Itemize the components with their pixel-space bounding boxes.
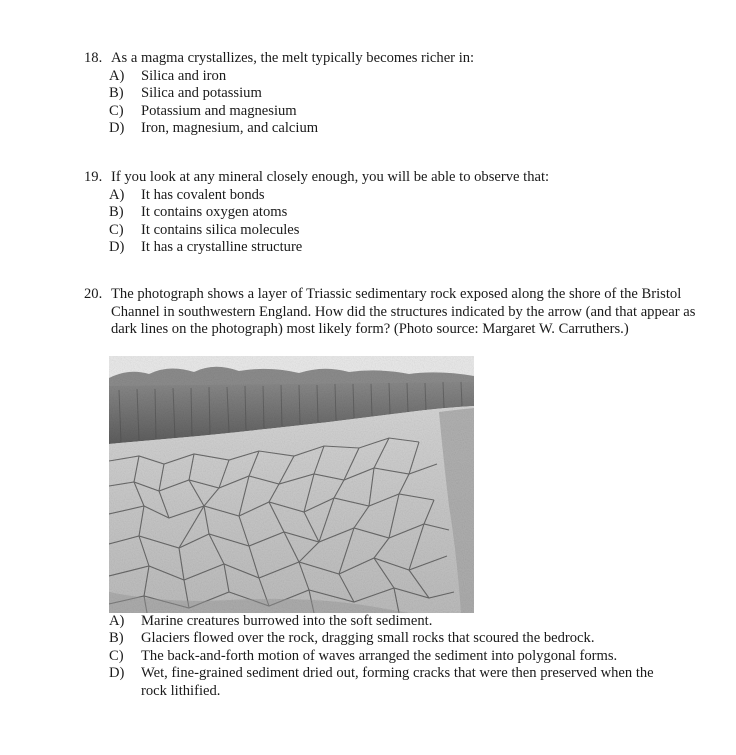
- option-text: It contains oxygen atoms: [141, 204, 288, 220]
- option-letter: D): [109, 239, 125, 255]
- question-text: The photograph shows a layer of Triassic sedimentary rock exposed along the shore of the Bristol Channel in southwestern England. How did the structures indicated by the arrow (and that appear as dark lines on the photograph) most likely form? (Photo source: Margaret W. Carruthers.): [111, 286, 696, 337]
- option-letter: A): [109, 612, 125, 629]
- answer-option-a[interactable]: [109, 68, 712, 86]
- option-letter: D): [109, 120, 125, 136]
- option-letter: A): [109, 186, 125, 203]
- answer-option-c[interactable]: [109, 103, 712, 121]
- option-letter: B): [109, 204, 124, 220]
- question-text: If you look at any mineral closely enough, you will be able to observe that:: [111, 169, 550, 185]
- answer-options: [109, 68, 712, 138]
- answer-options: [109, 187, 712, 257]
- option-text: The back-and-forth motion of waves arranged the sediment into polygonal forms.: [141, 647, 618, 664]
- answer-option-c[interactable]: [109, 648, 712, 666]
- option-text: It has covalent bonds: [141, 186, 265, 203]
- option-letter: C): [109, 102, 124, 119]
- option-letter: A): [109, 67, 125, 84]
- answer-option-a[interactable]: [109, 187, 712, 205]
- option-letter: C): [109, 221, 124, 238]
- option-text: Potassium and magnesium: [141, 102, 297, 119]
- answer-option-b[interactable]: [109, 85, 712, 103]
- question-18: [84, 50, 712, 138]
- option-text: It has a crystalline structure: [141, 239, 303, 255]
- question-19: [84, 169, 712, 257]
- question-20: [84, 286, 712, 700]
- option-text: Silica and iron: [141, 67, 227, 84]
- answer-option-d[interactable]: [109, 665, 712, 700]
- answer-option-a[interactable]: [109, 613, 712, 631]
- answer-options: [109, 613, 712, 701]
- option-letter: B): [109, 85, 124, 101]
- option-letter: C): [109, 647, 124, 664]
- option-text: Iron, magnesium, and calcium: [141, 120, 319, 136]
- answer-option-d[interactable]: [109, 239, 712, 257]
- option-text: Marine creatures burrowed into the soft sediment.: [141, 612, 433, 629]
- answer-option-c[interactable]: [109, 222, 712, 240]
- answer-option-b[interactable]: [109, 630, 712, 648]
- question-number: 19.: [84, 169, 103, 185]
- option-text: Wet, fine-grained sediment dried out, forming cracks that were then preserved when the rock lithified.: [141, 665, 654, 699]
- answer-option-b[interactable]: [109, 204, 712, 222]
- shoreline-mudcrack-photo: [109, 356, 474, 613]
- option-letter: D): [109, 665, 125, 681]
- answer-option-d[interactable]: [109, 120, 712, 138]
- photo-graphic: [109, 356, 474, 613]
- question-number: 20.: [84, 286, 103, 302]
- option-letter: B): [109, 630, 124, 646]
- option-text: Glaciers flowed over the rock, dragging small rocks that scoured the bedrock.: [141, 630, 595, 646]
- question-number: 18.: [84, 50, 103, 66]
- question-text: As a magma crystallizes, the melt typically becomes richer in:: [111, 50, 475, 66]
- option-text: It contains silica molecules: [141, 221, 300, 238]
- option-text: Silica and potassium: [141, 85, 262, 101]
